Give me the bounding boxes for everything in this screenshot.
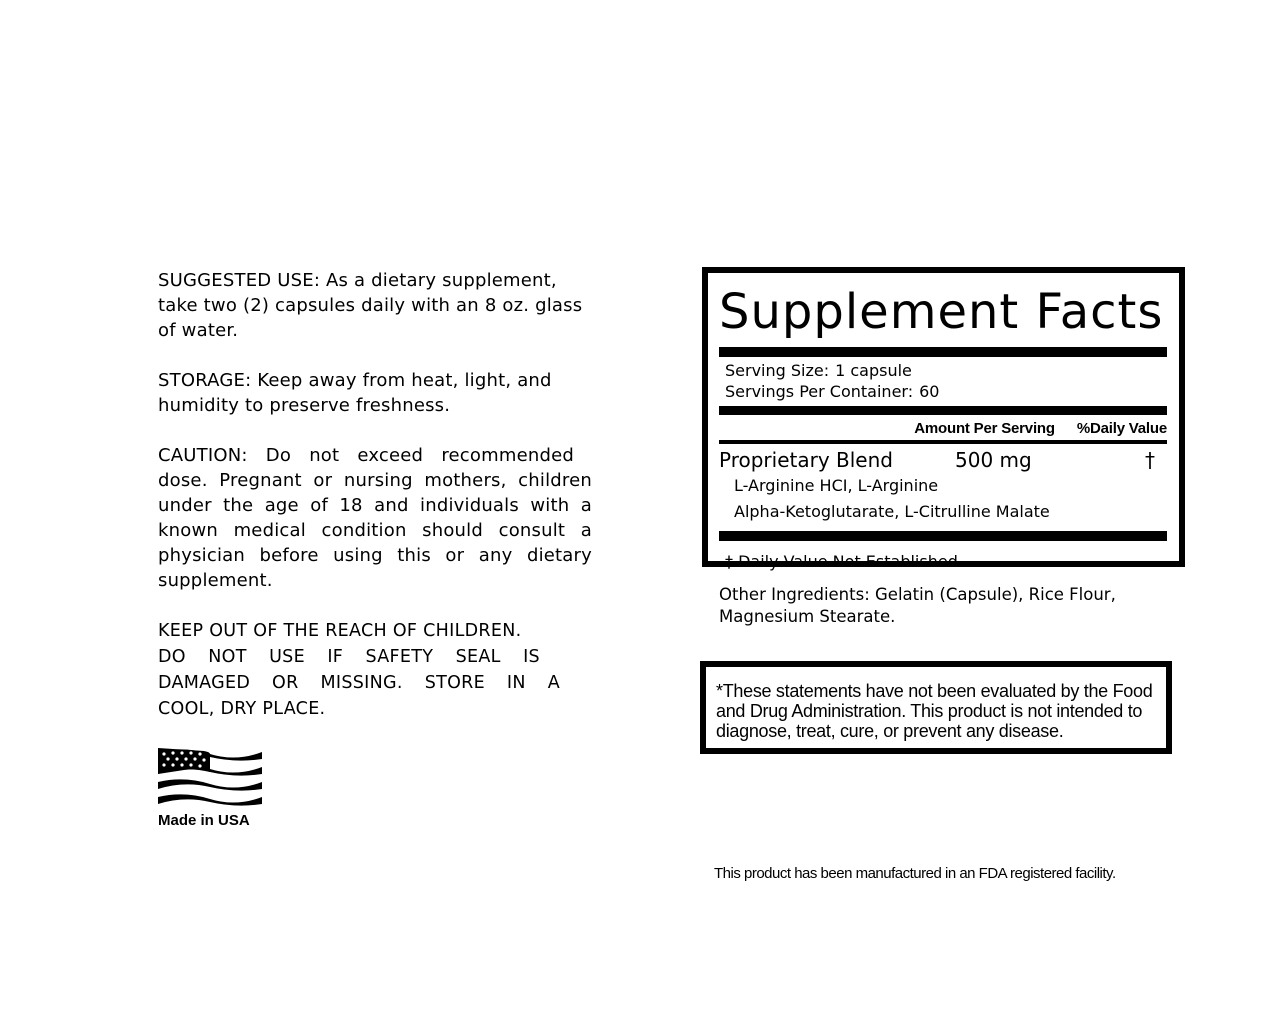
warning-word: A [547,673,560,693]
daily-value-footnote: † Daily Value Not Established [725,552,958,571]
serving-info [719,360,1167,402]
caution-word: recommended [441,445,574,466]
serving-size-row [725,360,1167,381]
label-left-column [158,268,592,722]
warning-word: USE [269,647,305,667]
damaged-line [158,670,560,696]
made-in-usa-badge [158,748,264,829]
fda-facility-note: This product has been manufactured in an FDA registered facility. [714,865,1116,882]
facts-title: Supplement Facts [719,284,1164,340]
amount-header: Amount Per Serving [914,420,1055,437]
warning-word: DAMAGED [158,673,251,693]
divider [719,440,1167,444]
other-ingredients: Other Ingredients: Gelatin (Capsule), Rice Flour, Magnesium Stearate. [719,585,1116,626]
caution-heading-line [158,443,574,468]
warning-word: NOT [208,647,247,667]
warning-word: IS [523,647,540,667]
divider [719,406,1167,415]
warning-word: DO [158,647,186,667]
servings-label: Servings Per Container: [725,382,914,401]
usa-flag-icon [158,748,262,810]
daily-value-header: %Daily Value [1076,420,1167,437]
warning-word: IN [506,673,526,693]
column-headers [719,420,1167,437]
serving-size-value: 1 capsule [835,361,912,380]
ingredients-line: L-Arginine HCI, L-Arginine [734,476,939,495]
caution-body: dose. Pregnant or nursing mothers, children under the age of 18 and individuals with a known medical condition should consult a physician before using this or any dietary supplement. [158,470,592,591]
cool-dry-line: COOL, DRY PLACE. [158,699,326,719]
storage: STORAGE: Keep away from heat, light, and humidity to preserve freshness. [158,370,552,416]
caution [158,443,592,593]
blend-name: Proprietary Blend [719,448,893,472]
caution-word: not [309,445,340,466]
do-not-use-line [158,644,540,670]
fda-disclaimer-box [700,661,1172,754]
ingredients-line: Alpha-Ketoglutarate, L-Citrulline Malate [734,502,1050,521]
blend-daily-value: † [1145,448,1155,472]
blend-row [719,447,1167,473]
servings-value: 60 [919,382,940,401]
caution-word: Do [265,445,292,466]
warning-block [158,618,592,722]
warning-word: SAFETY [365,647,434,667]
warning-word: OR [272,673,299,693]
suggested-use: SUGGESTED USE: As a dietary supplement, take two (2) capsules daily with an 8 oz. glass of water. [158,270,583,341]
caution-word: exceed [357,445,424,466]
divider [719,531,1167,541]
warning-word: MISSING. [320,673,403,693]
blend-amount: 500 mg [955,448,1032,472]
servings-per-container-row [725,381,1167,402]
caution-word: CAUTION: [158,445,248,466]
warning-word: STORE [424,673,485,693]
divider [719,347,1167,357]
supplement-facts-panel [702,267,1185,571]
keep-out-line: KEEP OUT OF THE REACH OF CHILDREN. [158,621,522,641]
warning-word: SEAL [455,647,501,667]
made-in-usa-label: Made in USA [158,812,250,829]
serving-size-label: Serving Size: [725,361,830,380]
blend-ingredients [719,473,1167,525]
disclaimer-text: *These statements have not been evaluated by the Food and Drug Administration. This product is not intended to diagnose, treat, cure, or prevent any disease. [716,681,1153,741]
warning-word: IF [327,647,344,667]
